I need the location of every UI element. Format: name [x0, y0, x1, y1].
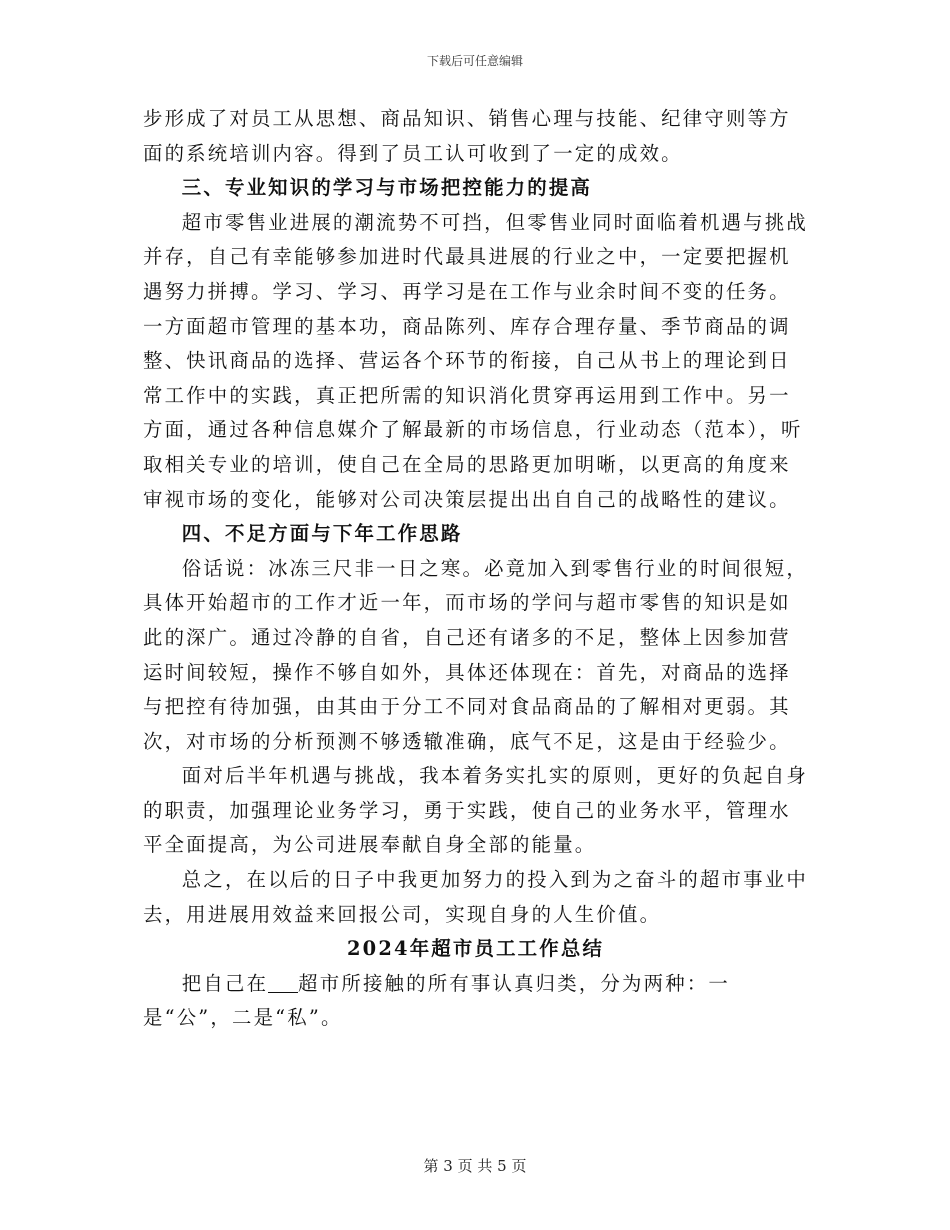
paragraph-conclusion: 总之，在以后的日子中我更加努力的投入到为之奋斗的超市事业中去，用进展用效益来回报公司，实现自身的人生价值。: [143, 868, 808, 926]
paragraph-categorize-start: 把自己在: [181, 971, 269, 995]
document-body: [143, 102, 808, 1036]
page-footer: 第 3 页 共 5 页: [423, 1157, 527, 1175]
paragraph-shortcomings: 俗话说：冰冻三尺非一日之寒。必竟加入到零售行业的时间很短，具体开始超市的工作才近一年，而市场的学问与超市零售的知识是如此的深广。通过冷静的自省，自己还有诸多的不足，整体上因参加营运时间较短，操作不够自如外，具体还体现在：首先，对商品的选择与把控有待加强，由其由于分工不同对食品商品的了解相对更弱。其次，对市场的分析预测不够透辙准确，底气不足，这是由于经验少。: [143, 556, 808, 753]
section-heading-4: 四、不足方面与下年工作思路: [181, 522, 463, 546]
paragraph-professional-knowledge: 超市零售业进展的潮流势不可挡，但零售业同时面临着机遇与挑战并存，自己有幸能够参加进时代最具进展的行业之中，一定要把握机遇努力拼搏。学习、学习、再学习是在工作与业余时间不变的任务。一方面超市管理的基本功，商品陈列、库存合理存量、季节商品的调整、快讯商品的选择、营运各个环节的衔接，自己从书上的理论到日常工作中的实践，真正把所需的知识消化贯穿再运用到工作中。另一方面，通过各种信息媒介了解最新的市场信息，行业动态（范本），听取相关专业的培训，使自己在全局的思路更加明晰，以更高的角度来审视市场的变化，能够对公司决策层提出出自自己的战略性的建议。: [143, 210, 808, 511]
paragraph-continuation: 步形成了对员工从思想、商品知识、销售心理与技能、纪律守则等方面的系统培训内容。得到了员工认可收到了一定的成效。: [143, 107, 791, 165]
paragraph-categorize: [143, 967, 808, 1036]
paragraph-categorize-end: 超市所接触的所有事认真归类，分为两种：一是“公”，二是“私”。: [143, 971, 730, 1030]
blank-underline: [268, 972, 298, 992]
section-heading-3: 三、专业知识的学习与市场把控能力的提高: [181, 176, 593, 200]
paragraph-second-half-plan: 面对后半年机遇与挑战，我本着务实扎实的原则，更好的负起自身的职责，加强理论业务学习，勇于实践，使自己的业务水平，管理水平全面提高，为公司进展奉献自身全部的能量。: [143, 764, 808, 857]
page-header: 下载后可任意编辑: [426, 54, 523, 68]
document-title: 2024年超市员工工作总结: [346, 937, 605, 961]
